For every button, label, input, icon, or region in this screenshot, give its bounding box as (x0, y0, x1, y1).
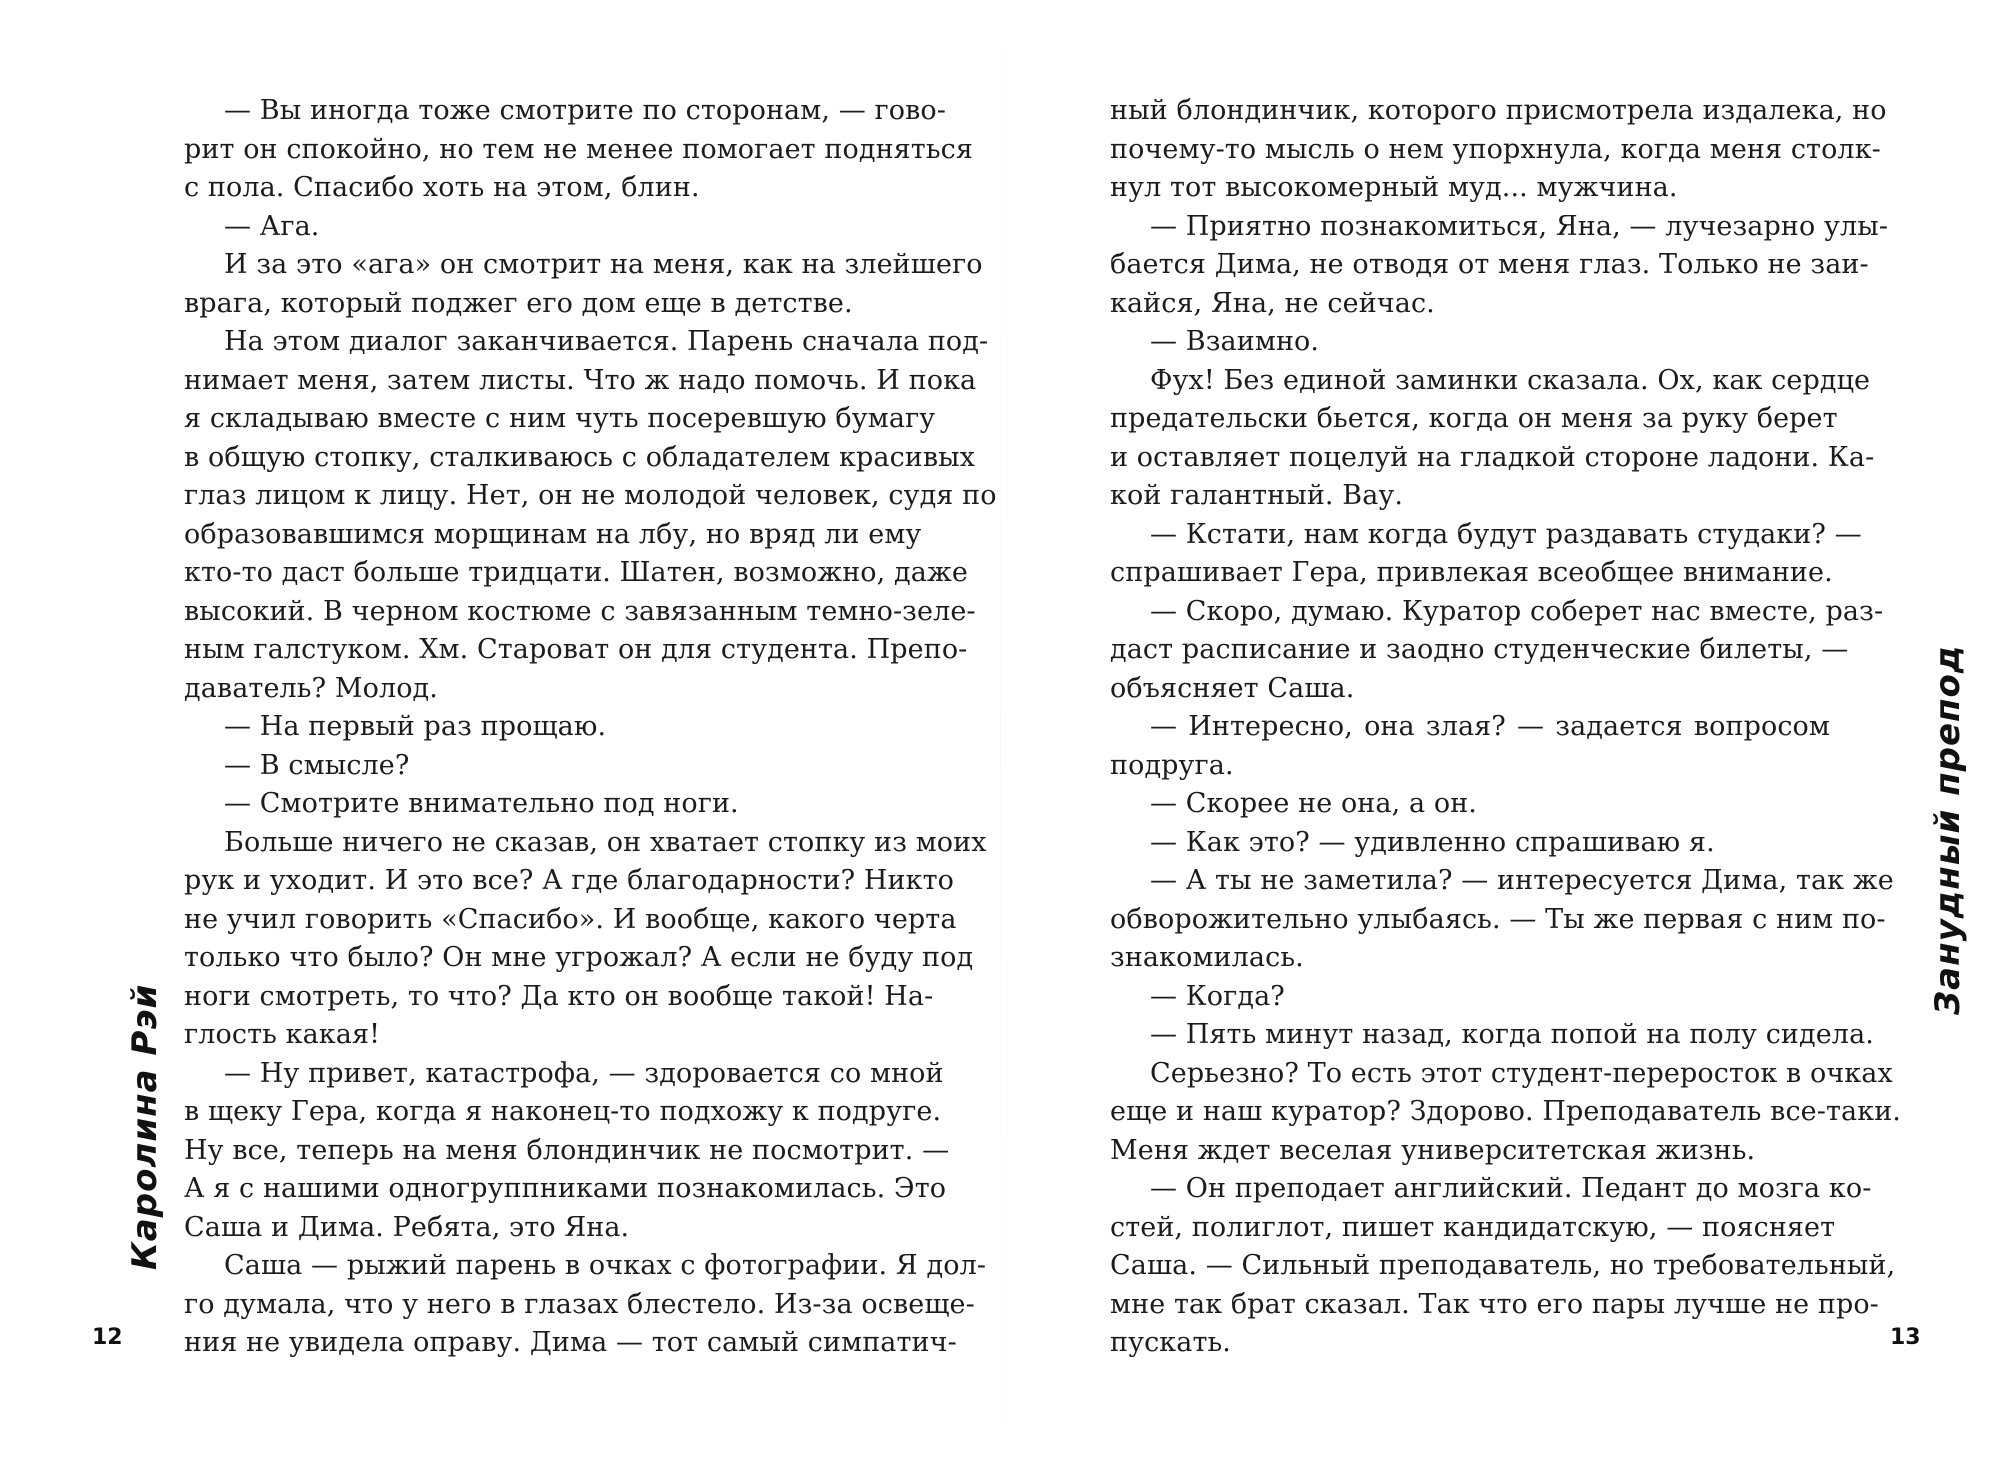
text-line: знакомилась. (1110, 942, 1304, 973)
text-line: объясняет Саша. (1110, 672, 1355, 704)
text-line: — Ага. (224, 210, 320, 242)
text-line: нул тот высокомерный муд... мужчина. (1110, 172, 1678, 203)
text-line: го думала, что у него в глазах блестело. Из-за освеще- (184, 1288, 975, 1320)
text-line: нимает меня, затем листы. Что ж надо помочь. И пока (184, 364, 977, 396)
running-head-author: Каролина Рэй (125, 983, 165, 1270)
text-line: рит он спокойно, но тем не менее помогает подняться (184, 133, 973, 165)
text-line: образовавшимся морщинам на лбу, но вряд ли ему (184, 518, 922, 550)
text-line: бается Дима, не отводя от меня глаз. Только не заи- (1110, 249, 1869, 280)
text-line: и оставляет поцелуй на гладкой стороне ладони. Ка- (1110, 441, 1875, 473)
text-line: — Взаимно. (1150, 326, 1320, 357)
text-line: только что было? Он мне угрожал? А если не буду под (184, 942, 974, 973)
text-line: ным галстуком. Хм. Староват он для студента. Препо- (184, 634, 968, 665)
text-line: даватель? Молод. (184, 672, 438, 704)
text-line: не учил говорить «Спасибо». И вообще, какого черта (184, 903, 957, 935)
left-page-text (184, 92, 997, 1363)
text-line: предательски бьется, когда он меня за руку берет (1110, 403, 1838, 434)
text-line: высокий. В черном костюме с завязанным темно-зеле- (184, 595, 976, 627)
text-line: — Кстати, нам когда будут раздавать студаки? — (1150, 518, 1862, 550)
text-line: Меня ждет веселая университетская жизнь. (1110, 1134, 1756, 1166)
text-line: И за это «ага» он смотрит на меня, как на злейшего (224, 249, 983, 280)
text-line: глаз лицом к лицу. Нет, он не молодой человек, судя по (184, 480, 997, 511)
text-line: — Он преподает английский. Педант до мозга ко- (1150, 1173, 1872, 1204)
page-number-right: 13 (1890, 1325, 1921, 1350)
text-line: Больше ничего не сказав, он хватает стопку из моих (224, 826, 987, 858)
text-line: — Смотрите внимательно под ноги. (224, 788, 739, 819)
text-line: — Ну привет, катастрофа, — здоровается со мной (224, 1057, 944, 1089)
text-line: врага, который поджег его дом еще в детстве. (184, 287, 853, 319)
text-line: ния не увидела оправу. Дима — тот самый симпатич- (184, 1327, 957, 1358)
text-line: — Приятно познакомиться, Яна, — лучезарно улы- (1150, 210, 1889, 242)
text-line: рук и уходит. И это все? А где благодарности? Никто (184, 865, 955, 896)
text-line: в общую стопку, сталкиваюсь с обладателем красивых (184, 441, 976, 473)
text-line: Фух! Без единой заминки сказала. Ох, как сердце (1150, 364, 1871, 396)
text-line: глость какая! (184, 1019, 381, 1050)
text-line: Саша. — Сильный преподаватель, но требовательный, (1110, 1250, 1896, 1281)
text-line: даст расписание и заодно студенческие билеты, — (1110, 634, 1849, 665)
right-page-text (1110, 92, 1901, 1363)
text-line: кто-то даст больше тридцати. Шатен, возможно, даже (184, 557, 968, 588)
text-line: Серьезно? То есть этот студент-переросток в очках (1150, 1057, 1893, 1089)
text-line: — Скорее не она, а он. (1150, 788, 1477, 819)
text-line: кой галантный. Вау. (1110, 480, 1404, 511)
text-line: ноги смотреть, то что? Да кто он вообще такой! На- (184, 980, 934, 1012)
gutter-shadow (1000, 0, 1001, 1475)
text-line: обворожительно улыбаясь. — Ты же первая с ним по- (1110, 903, 1886, 935)
text-line: стей, полиглот, пишет кандидатскую, — поясняет (1110, 1211, 1836, 1243)
text-line: пускать. (1110, 1327, 1231, 1358)
text-line: в щеку Гера, когда я наконец-то подхожу к подруге. (184, 1096, 942, 1127)
text-line: мне так брат сказал. Так что его пары лучше не про- (1110, 1288, 1879, 1320)
text-line: — Скоро, думаю. Куратор соберет нас вместе, раз- (1150, 595, 1884, 627)
running-head-title: Занудный препод (1928, 644, 1968, 1015)
left-page (184, 92, 997, 1363)
text-line: — Вы иногда тоже смотрите по сторонам, — гово- (224, 95, 946, 126)
text-line: спрашивает Гера, привлекая всеобщее внимание. (1110, 557, 1833, 588)
text-line: — Интересно, она злая? — задается вопросом (1150, 711, 1830, 742)
text-line: Ну все, теперь на меня блондинчик не посмотрит. — (184, 1134, 950, 1166)
text-line: На этом диалог заканчивается. Парень сначала под- (224, 326, 989, 357)
text-line: подруга. (1110, 749, 1234, 781)
text-line: кайся, Яна, не сейчас. (1110, 287, 1435, 319)
text-line: А я с нашими одногруппниками познакомилась. Это (184, 1173, 947, 1204)
text-line: ный блондинчик, которого присмотрела издалека, но (1110, 95, 1887, 126)
text-line: — Пять минут назад, когда попой на полу сидела. (1150, 1019, 1874, 1050)
right-page (1110, 92, 1901, 1363)
text-line: — Когда? (1150, 980, 1285, 1012)
text-line: — В смысле? (224, 749, 410, 781)
text-line: с пола. Спасибо хоть на этом, блин. (184, 172, 700, 203)
text-line: — На первый раз прощаю. (224, 711, 607, 742)
page-number-left: 12 (92, 1325, 123, 1350)
text-line: я складываю вместе с ним чуть посеревшую бумагу (184, 403, 936, 434)
text-line: Саша — рыжий парень в очках с фотографии. Я дол- (224, 1250, 987, 1281)
text-line: — А ты не заметила? — интересуется Дима, так же (1150, 865, 1894, 896)
text-line: еще и наш куратор? Здорово. Преподаватель все-таки. (1110, 1096, 1901, 1127)
text-line: почему-то мысль о нем упорхнула, когда меня столк- (1110, 133, 1881, 165)
text-line: Саша и Дима. Ребята, это Яна. (184, 1211, 630, 1243)
text-line: — Как это? — удивленно спрашиваю я. (1150, 826, 1715, 858)
